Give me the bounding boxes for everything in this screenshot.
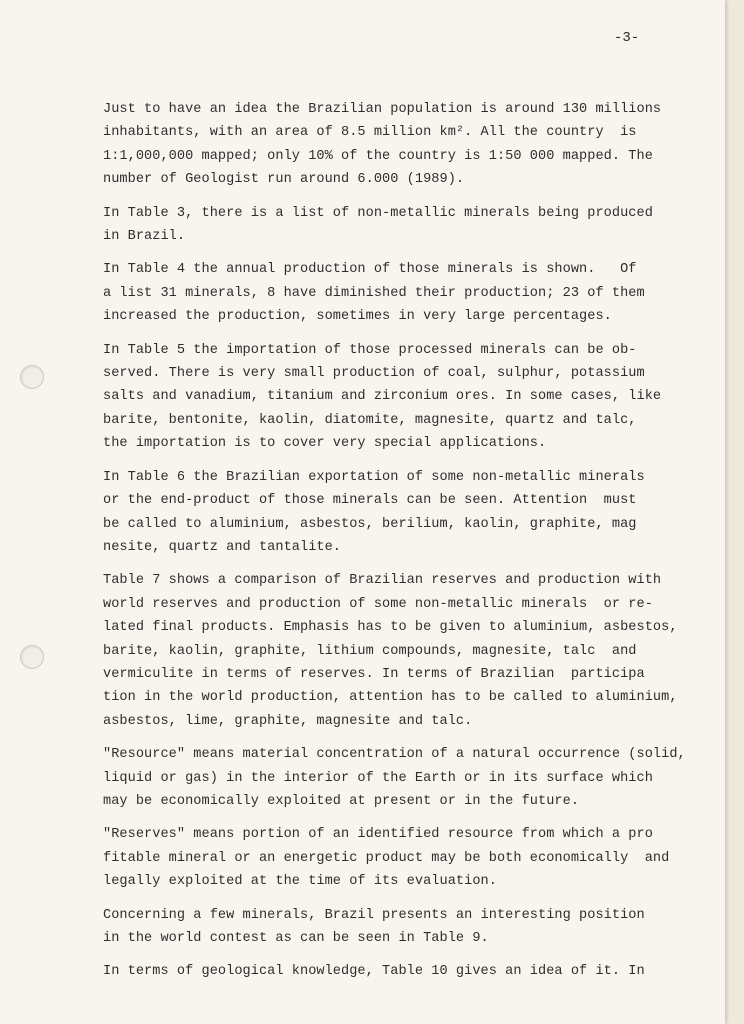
- text-line: barite, bentonite, kaolin, diatomite, magnesite, quartz and talc,: [103, 412, 637, 428]
- text-line: In Table 6 the Brazilian exportation of some non-metallic minerals: [103, 469, 645, 485]
- text-line: "Reserves" means portion of an identified resource from which a pro: [103, 827, 653, 843]
- text-line: legally exploited at the time of its evaluation.: [103, 874, 497, 890]
- paragraph-table-3: [103, 202, 703, 249]
- text-line: a list 31 minerals, 8 have diminished their production; 23 of them: [103, 285, 645, 301]
- paragraph-table-4: [103, 258, 703, 328]
- text-line: world reserves and production of some non-metallic minerals or re-: [103, 596, 653, 612]
- text-line: Table 7 shows a comparison of Brazilian reserves and production with: [103, 573, 662, 589]
- punch-hole: [20, 645, 44, 669]
- text-line: in Brazil.: [103, 229, 186, 245]
- paragraph-table-7: [103, 569, 703, 733]
- text-line: or the end-product of those minerals can be seen. Attention must: [103, 493, 637, 509]
- text-line: fitable mineral or an energetic product may be both economically and: [103, 850, 670, 866]
- text-line: Just to have an idea the Brazilian population is around 130 millions: [103, 102, 662, 117]
- text-line: barite, kaolin, graphite, lithium compounds, magnesite, talc and: [103, 643, 637, 659]
- text-line: In Table 3, there is a list of non-metallic minerals being produced: [103, 205, 653, 221]
- text-line: number of Geologist run around 6.000 (1989).: [103, 172, 465, 188]
- body-text: [103, 98, 703, 994]
- paragraph-reserves-definition: [103, 823, 703, 893]
- text-line: nesite, quartz and tantalite.: [103, 539, 342, 555]
- text-line: be called to aluminium, asbestos, berilium, kaolin, graphite, mag: [103, 516, 637, 532]
- paragraph-table-10: [103, 960, 703, 983]
- text-line: salts and vanadium, titanium and zirconium ores. In some cases, like: [103, 389, 662, 405]
- text-line: "Resource" means material concentration of a natural occurrence (solid,: [103, 747, 686, 763]
- text-line: asbestos, lime, graphite, magnesite and talc.: [103, 713, 473, 729]
- paragraph-table-9: [103, 904, 703, 951]
- paragraph-table-6: [103, 466, 703, 560]
- text-line: vermiculite in terms of reserves. In terms of Brazilian participa: [103, 666, 645, 682]
- punch-hole: [20, 365, 44, 389]
- text-line: liquid or gas) in the interior of the Earth or in its surface which: [103, 770, 653, 786]
- text-line: tion in the world production, attention has to be called to aluminium,: [103, 690, 678, 706]
- text-line: In terms of geological knowledge, Table 10 gives an idea of it. In: [103, 964, 645, 980]
- text-line: increased the production, sometimes in very large percentages.: [103, 309, 612, 325]
- paragraph-population: [103, 98, 703, 192]
- text-line: In Table 5 the importation of those processed minerals can be ob-: [103, 342, 637, 358]
- paragraph-table-5: [103, 339, 703, 456]
- text-line: may be economically exploited at present or in the future.: [103, 793, 580, 809]
- text-line: In Table 4 the annual production of those minerals is shown. Of: [103, 262, 637, 278]
- text-line: the importation is to cover very special applications.: [103, 436, 547, 452]
- text-line: in the world contest as can be seen in Table 9.: [103, 931, 489, 946]
- text-line: 1:1,000,000 mapped; only 10% of the country is 1:50 000 mapped. The: [103, 148, 653, 164]
- text-line: lated final products. Emphasis has to be given to aluminium, asbestos,: [103, 620, 678, 636]
- text-line: Concerning a few minerals, Brazil presents an interesting position: [103, 907, 645, 923]
- paragraph-resource-definition: [103, 743, 703, 813]
- text-line: inhabitants, with an area of 8.5 million km². All the country is: [103, 125, 637, 141]
- page-number: -3-: [614, 30, 640, 46]
- text-line: served. There is very small production of coal, sulphur, potassium: [103, 366, 645, 382]
